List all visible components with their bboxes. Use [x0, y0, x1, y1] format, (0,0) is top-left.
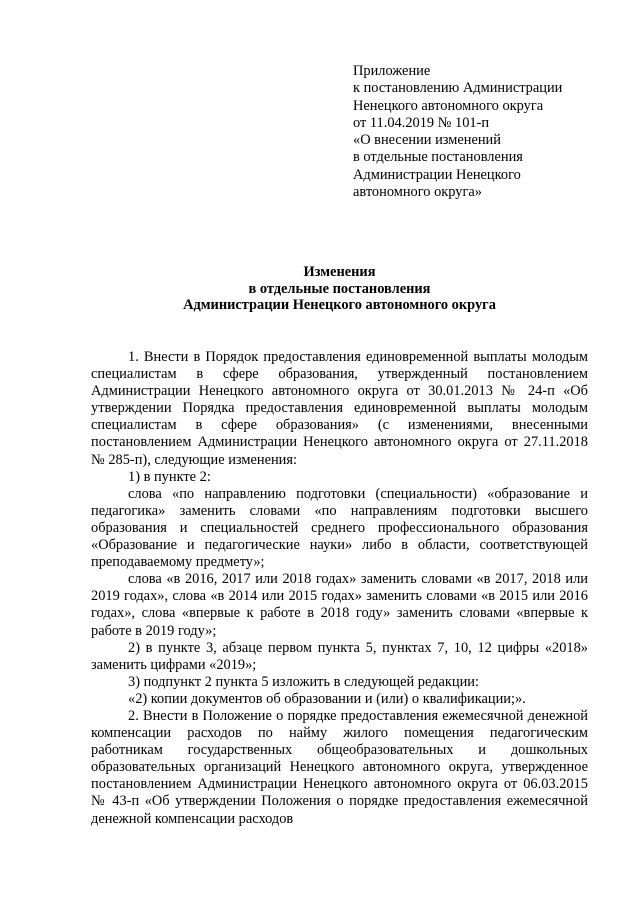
- title-line: в отдельные постановления: [248, 280, 431, 297]
- title-line: Администрации Ненецкого автономного округа: [183, 297, 496, 314]
- appendix-line: Приложение: [353, 63, 431, 79]
- appendix-line: Администрации Ненецкого: [353, 166, 521, 183]
- appendix-header: [353, 63, 623, 201]
- paragraph-item-2: 2. Внести в Положение о порядке предоставления ежемесячной денежной компенсации расходов по найму жилого помещения педагогическим работникам государственных общеобразовательных и дошкольных образовательных организаций Ненецкого автономного округа, утвержденное постановлением Администрации Ненецкого автономного округа от 06.03.2015 № 43-п «Об утверждении Положения о порядке предоставления ежемесячной денежной компенсации расходов: [91, 707, 588, 827]
- appendix-line: «О внесении изменений: [353, 132, 501, 149]
- appendix-line: Ненецкого автономного округа: [353, 97, 544, 114]
- paragraph-subitem-2: 2) в пункте 3, абзаце первом пункта 5, пунктах 7, 10, 12 цифры «2018» заменить цифрами «2019»;: [91, 639, 588, 673]
- paragraph-subitem-3: 3) подпункт 2 пункта 5 изложить в следующей редакции:: [128, 673, 479, 690]
- document-body: [91, 349, 588, 828]
- title-line: Изменения: [303, 264, 376, 280]
- appendix-line: в отдельные постановления: [353, 149, 523, 166]
- document-title: [91, 264, 588, 314]
- paragraph-quote: «2) копии документов об образовании и (или) о квалификации;».: [128, 690, 526, 707]
- paragraph-subitem-1: 1) в пункте 2:: [128, 468, 211, 485]
- appendix-line: автономного округа»: [353, 184, 482, 201]
- paragraph-words-2: слова «в 2016, 2017 или 2018 годах» заменить словами «в 2017, 2018 или 2019 годах», слова «в 2014 или 2015 годах» заменить словами «в 2015 или 2016 годах», слова «впервые к работе в 2018 году» заменить словами «впервые к работе в 2019 году»;: [91, 571, 588, 639]
- paragraph-item-1: 1. Внести в Порядок предоставления единовременной выплаты молодым специалистам в сфере образования, утвержденный постановлением Администрации Ненецкого автономного округа от 30.01.2013 № 24-п «Об утверждении Порядка предоставления единовременной выплаты молодым специалистам в сфере образования» (с изменениями, внесенными постановлением Администрации Ненецкого автономного округа от 27.11.2018 № 285-п), следующие изменения:: [91, 349, 588, 468]
- appendix-line: к постановлению Администрации: [353, 80, 563, 97]
- appendix-line: от 11.04.2019 № 101-п: [353, 114, 490, 131]
- paragraph-words-1: слова «по направлению подготовки (специальности) «образование и педагогика» заменить словами «по направлениям подготовки высшего образования и специальностей среднего профессионального образования «Образование и педагогические науки» либо в области, соответствующей преподаваемому предмету»;: [91, 485, 588, 571]
